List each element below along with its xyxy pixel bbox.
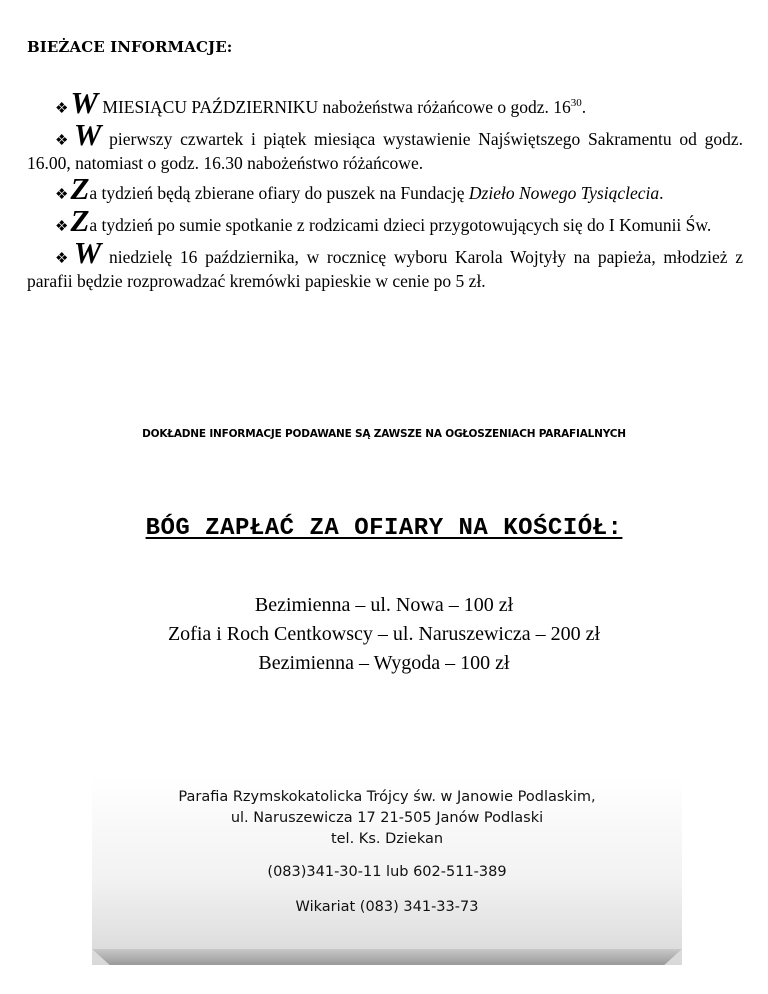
info-note: DOKŁADNE INFORMACJE PODAWANE SĄ ZAWSZE NA OGŁOSZENIACH PARAFIALNYCH	[142, 428, 626, 440]
parish-contact-box	[92, 775, 682, 965]
box-bevel	[92, 949, 682, 965]
dean-phone-label: tel. Ks. Dziekan	[330, 831, 444, 847]
vicar-phone: Wikariat (083) 341-33-73	[295, 899, 479, 915]
parish-name: Parafia Rzymskokatolicka Trójcy św. w Janowie Podlaskim,	[178, 789, 596, 805]
time-minutes: 30	[570, 97, 582, 109]
announcement-list	[27, 84, 743, 300]
initial-letter: W	[73, 234, 102, 270]
diamond-bullet-icon: ❖	[55, 132, 72, 149]
announcement-item: ❖W niedzielę 16 października, w rocznicę wyboru Karola Wojtyły na papieża, młodzież z parafii będzie rozprowadzać kremówki papieskie w cenie po 5 zł.	[27, 234, 743, 291]
announcement-item: ❖Za tydzień po sumie spotkanie z rodzicami dzieci przygotowujących się do I Komunii Św.	[55, 202, 712, 238]
diamond-bullet-icon: ❖	[55, 100, 69, 117]
donor-item: Zofia i Roch Centkowscy – ul. Naruszewicza – 200 zł	[167, 623, 601, 645]
donor-item: Bezimienna – Wygoda – 100 zł	[258, 652, 510, 674]
initial-letter: Z	[70, 202, 90, 238]
diamond-bullet-icon: ❖	[55, 218, 69, 235]
announcement-item: ❖W MIESIĄCU PAŹDZIERNIKU nabożeństwa różańcowe o godz. $16^{30}$.	[55, 84, 587, 120]
initial-letter: W	[73, 116, 102, 152]
donor-list	[0, 591, 768, 678]
section-heading: BIEŻACE INFORMACJE:	[27, 38, 233, 56]
donor-item: Bezimienna – ul. Nowa – 100 zł	[254, 594, 514, 616]
initial-letter: W	[70, 84, 99, 120]
foundation-name: Dzieło Nowego Tysiąclecia	[468, 182, 660, 203]
announcement-item: ❖Za tydzień będą zbierane ofiary do puszek na Fundację Dzieło Nowego Tysiąclecia.	[55, 170, 664, 206]
thanks-title: BÓG ZAPŁAĆ ZA OFIARY NA KOŚCIÓŁ:	[145, 515, 623, 542]
initial-letter: Z	[70, 170, 90, 206]
diamond-bullet-icon: ❖	[55, 186, 69, 203]
dean-phone-numbers: (083)341-30-11 lub 602-511-389	[267, 864, 507, 880]
diamond-bullet-icon: ❖	[55, 250, 72, 267]
announcement-item: ❖W pierwszy czwartek i piątek miesiąca wystawienie Najświętszego Sakramentu od godz. 16.00, natomiast o godz. 16.30 nabożeństwo różańcowe.	[27, 116, 743, 173]
parish-address: ul. Naruszewicza 17 21-505 Janów Podlaski	[230, 810, 544, 826]
